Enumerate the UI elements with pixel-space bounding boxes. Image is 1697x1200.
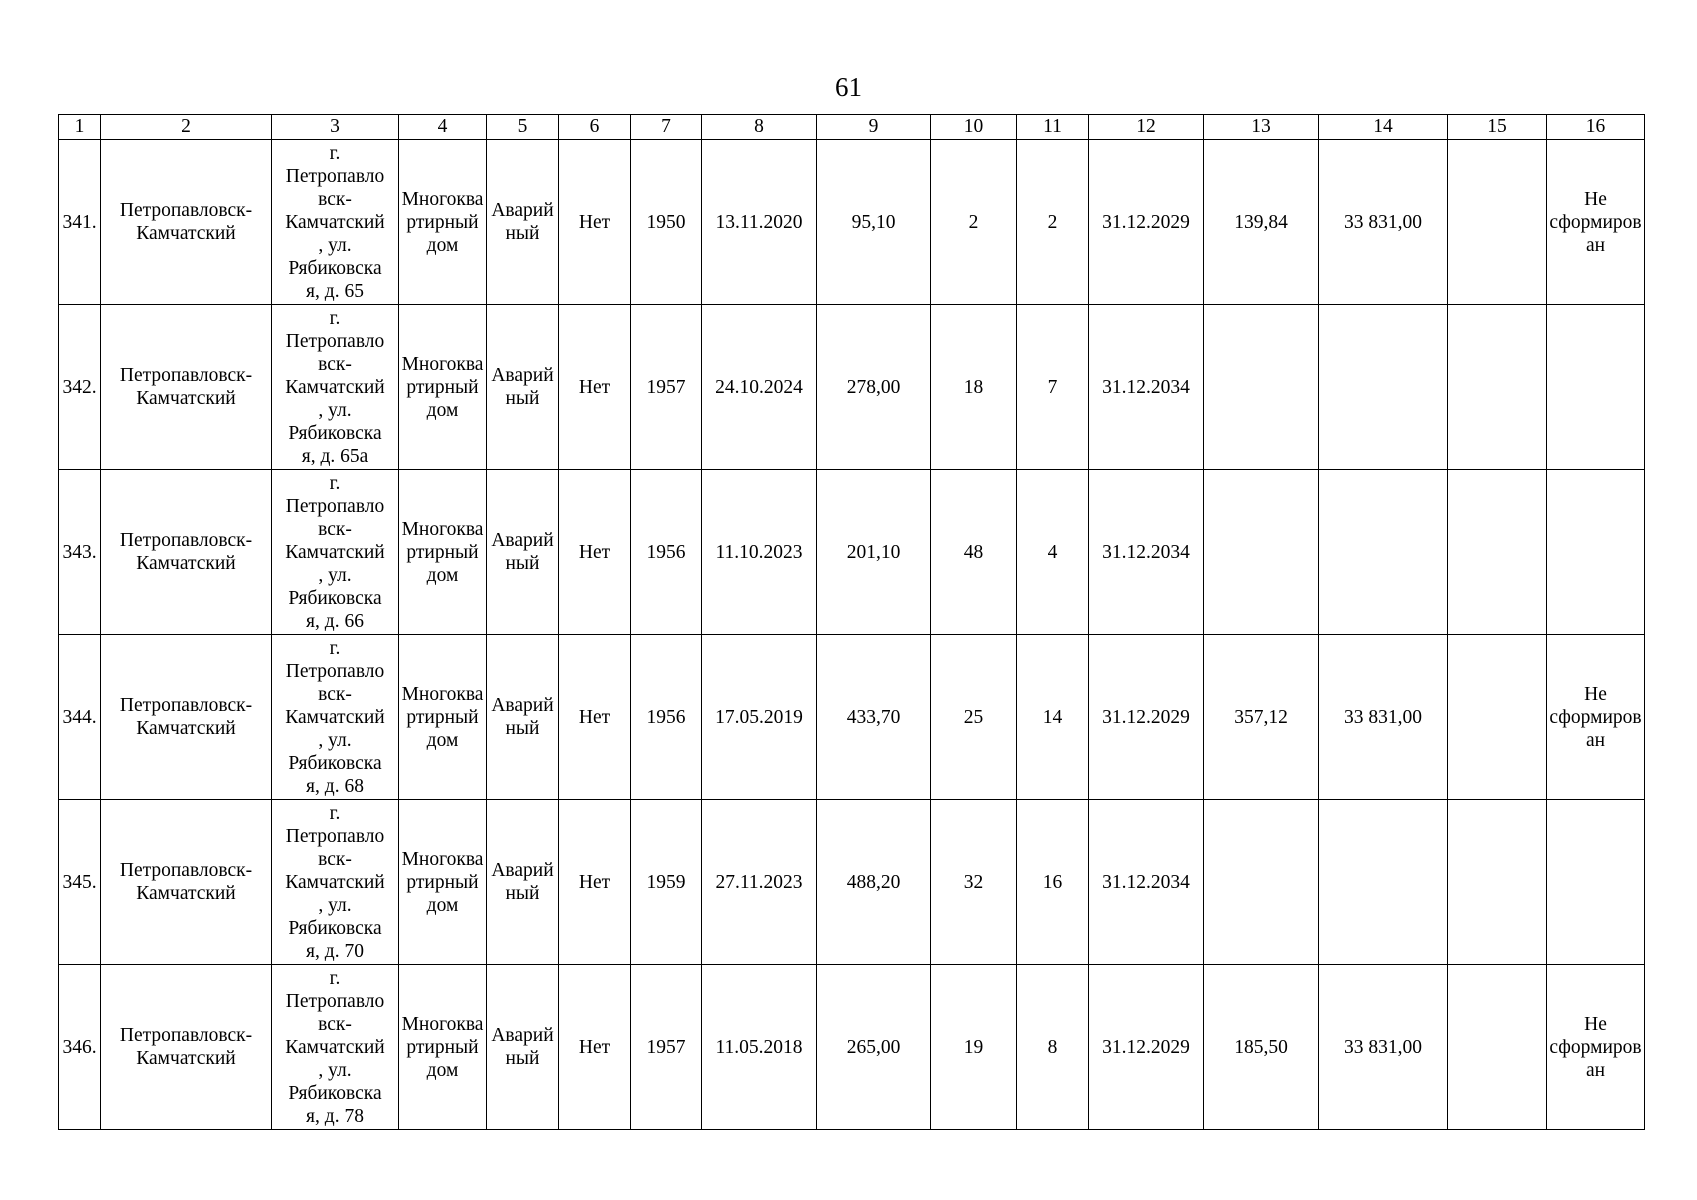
address-cell-line: Петропавло — [285, 165, 385, 187]
house-type-cell-line: ртирный — [406, 376, 479, 398]
condition-cell-line: ный — [505, 718, 540, 739]
status-cell-line: ан — [1585, 1059, 1606, 1081]
house-type-cell — [399, 965, 487, 1130]
address-cell-line: Рябиковска — [288, 257, 382, 279]
column-11-cell: 4 — [1017, 470, 1089, 635]
table-row — [59, 635, 1645, 800]
row-number-cell: 343. — [59, 470, 101, 635]
column-10-cell: 19 — [931, 965, 1017, 1130]
column-15-cell — [1448, 470, 1547, 635]
status-cell-line: сформиров — [1549, 211, 1642, 233]
address-cell-line: Петропавло — [285, 330, 385, 352]
house-type-cell-line: дом — [426, 894, 459, 916]
status-cell-line: сформиров — [1549, 1036, 1642, 1058]
build-year-cell: 1956 — [631, 470, 702, 635]
address-cell-line: Петропавло — [285, 825, 385, 847]
column-10-cell: 2 — [931, 140, 1017, 305]
address-cell-line: Рябиковска — [288, 587, 382, 609]
condition-cell-line: ный — [505, 883, 540, 904]
column-13-cell — [1204, 470, 1319, 635]
condition-cell-line: ный — [505, 388, 540, 409]
house-type-cell-line: ртирный — [406, 541, 479, 563]
address-cell-line: я, д. 78 — [306, 1105, 364, 1127]
address-cell-line: Рябиковска — [288, 752, 382, 774]
address-cell-line: г. — [329, 142, 341, 164]
municipality-cell-line: Камчатский — [136, 1048, 236, 1069]
column-6-cell: Нет — [559, 965, 631, 1130]
municipality-cell-line: Камчатский — [136, 553, 236, 574]
build-year-cell: 1957 — [631, 965, 702, 1130]
column-15-cell — [1448, 965, 1547, 1130]
address-cell-line: Камчатский — [285, 1036, 385, 1058]
status-cell — [1547, 965, 1645, 1130]
column-14-cell: 33 831,00 — [1319, 140, 1448, 305]
status-cell-line: Не — [1584, 683, 1607, 705]
address-cell-line: я, д. 68 — [306, 775, 364, 797]
municipality-cell — [101, 800, 272, 965]
resettlement-deadline-cell: 31.12.2034 — [1089, 800, 1204, 965]
municipality-cell-line: Петропавловск- — [119, 200, 253, 221]
condition-cell — [487, 470, 559, 635]
column-15-cell — [1448, 800, 1547, 965]
column-11-cell: 8 — [1017, 965, 1089, 1130]
municipality-cell-line: Петропавловск- — [119, 530, 253, 551]
address-cell-line: , ул. — [318, 729, 352, 751]
house-type-cell-line: дом — [426, 234, 459, 256]
column-14-cell — [1319, 800, 1448, 965]
column-13-cell: 185,50 — [1204, 965, 1319, 1130]
municipality-cell-line: Камчатский — [136, 883, 236, 904]
status-cell-line: Не — [1584, 188, 1607, 210]
house-type-cell — [399, 305, 487, 470]
address-cell-line: , ул. — [318, 399, 352, 421]
column-13-cell — [1204, 305, 1319, 470]
address-cell-line: Камчатский — [285, 871, 385, 893]
house-type-cell-line: ртирный — [406, 211, 479, 233]
page-number: 61 — [835, 72, 862, 102]
resettlement-deadline-cell: 31.12.2029 — [1089, 965, 1204, 1130]
row-number-cell: 346. — [59, 965, 101, 1130]
column-6-cell: Нет — [559, 800, 631, 965]
house-type-cell-line: дом — [426, 1059, 459, 1081]
column-header: 3 — [272, 115, 399, 140]
house-type-cell-line: ртирный — [406, 706, 479, 728]
build-year-cell: 1959 — [631, 800, 702, 965]
condition-cell-line: ный — [505, 1048, 540, 1069]
address-cell — [272, 470, 399, 635]
column-header: 15 — [1448, 115, 1547, 140]
condition-cell — [487, 305, 559, 470]
address-cell-line: г. — [329, 637, 341, 659]
recognition-date-cell: 13.11.2020 — [702, 140, 817, 305]
address-cell-line: Камчатский — [285, 706, 385, 728]
address-cell-line: Рябиковска — [288, 917, 382, 939]
area-cell: 201,10 — [817, 470, 931, 635]
house-type-cell-line: Многоква — [401, 683, 484, 705]
column-header: 11 — [1017, 115, 1089, 140]
area-cell: 265,00 — [817, 965, 931, 1130]
column-6-cell: Нет — [559, 470, 631, 635]
address-cell-line: я, д. 65 — [306, 280, 364, 302]
column-header: 5 — [487, 115, 559, 140]
address-cell-line: г. — [329, 307, 341, 329]
condition-cell — [487, 140, 559, 305]
house-type-cell — [399, 470, 487, 635]
area-cell: 488,20 — [817, 800, 931, 965]
address-cell-line: Петропавло — [285, 495, 385, 517]
column-13-cell — [1204, 800, 1319, 965]
condition-cell — [487, 965, 559, 1130]
condition-cell-line: Аварий — [491, 860, 554, 881]
condition-cell-line: ный — [505, 553, 540, 574]
column-14-cell: 33 831,00 — [1319, 635, 1448, 800]
status-cell-line: ан — [1585, 729, 1606, 751]
column-header: 8 — [702, 115, 817, 140]
resettlement-deadline-cell: 31.12.2029 — [1089, 635, 1204, 800]
municipality-cell-line: Камчатский — [136, 223, 236, 244]
municipality-cell-line: Петропавловск- — [119, 860, 253, 881]
house-type-cell — [399, 140, 487, 305]
row-number-cell: 344. — [59, 635, 101, 800]
condition-cell-line: Аварий — [491, 1025, 554, 1046]
address-cell-line: , ул. — [318, 234, 352, 256]
status-cell — [1547, 470, 1645, 635]
column-11-cell: 14 — [1017, 635, 1089, 800]
resettlement-deadline-cell: 31.12.2029 — [1089, 140, 1204, 305]
build-year-cell: 1957 — [631, 305, 702, 470]
condition-cell-line: Аварий — [491, 695, 554, 716]
house-type-cell-line: ртирный — [406, 871, 479, 893]
condition-cell-line: Аварий — [491, 365, 554, 386]
address-cell-line: вск- — [318, 848, 352, 870]
area-cell: 95,10 — [817, 140, 931, 305]
address-cell-line: , ул. — [318, 894, 352, 916]
condition-cell — [487, 800, 559, 965]
municipality-cell-line: Петропавловск- — [119, 695, 253, 716]
condition-cell-line: ный — [505, 223, 540, 244]
address-cell-line: , ул. — [318, 1059, 352, 1081]
municipality-cell-line: Камчатский — [136, 388, 236, 409]
column-header: 16 — [1547, 115, 1645, 140]
address-cell — [272, 965, 399, 1130]
column-header: 13 — [1204, 115, 1319, 140]
address-cell-line: вск- — [318, 353, 352, 375]
address-cell-line: г. — [329, 472, 341, 494]
address-cell-line: Петропавло — [285, 990, 385, 1012]
address-cell-line: вск- — [318, 188, 352, 210]
resettlement-deadline-cell: 31.12.2034 — [1089, 470, 1204, 635]
column-14-cell — [1319, 470, 1448, 635]
municipality-cell — [101, 635, 272, 800]
table-row — [59, 470, 1645, 635]
column-15-cell — [1448, 140, 1547, 305]
house-type-cell-line: Многоква — [401, 848, 484, 870]
address-cell-line: , ул. — [318, 564, 352, 586]
municipality-cell-line: Петропавловск- — [119, 365, 253, 386]
column-15-cell — [1448, 635, 1547, 800]
table-row — [59, 800, 1645, 965]
recognition-date-cell: 11.10.2023 — [702, 470, 817, 635]
house-type-cell-line: Многоква — [401, 1013, 484, 1035]
address-cell-line: я, д. 65а — [301, 445, 369, 467]
address-cell-line: Петропавло — [285, 660, 385, 682]
status-cell-line: сформиров — [1549, 706, 1642, 728]
column-11-cell: 16 — [1017, 800, 1089, 965]
column-header: 10 — [931, 115, 1017, 140]
address-cell-line: вск- — [318, 1013, 352, 1035]
address-cell-line: Камчатский — [285, 541, 385, 563]
condition-cell-line: Аварий — [491, 530, 554, 551]
row-number-cell: 345. — [59, 800, 101, 965]
status-cell — [1547, 140, 1645, 305]
house-type-cell-line: дом — [426, 564, 459, 586]
table-row — [59, 305, 1645, 470]
address-cell-line: я, д. 66 — [306, 610, 364, 632]
recognition-date-cell: 17.05.2019 — [702, 635, 817, 800]
recognition-date-cell: 27.11.2023 — [702, 800, 817, 965]
resettlement-deadline-cell: 31.12.2034 — [1089, 305, 1204, 470]
column-14-cell — [1319, 305, 1448, 470]
status-cell — [1547, 800, 1645, 965]
address-cell — [272, 800, 399, 965]
column-6-cell: Нет — [559, 305, 631, 470]
house-type-cell — [399, 800, 487, 965]
municipality-cell — [101, 305, 272, 470]
address-cell-line: Рябиковска — [288, 1082, 382, 1104]
house-type-cell-line: Многоква — [401, 353, 484, 375]
column-14-cell: 33 831,00 — [1319, 965, 1448, 1130]
column-header: 6 — [559, 115, 631, 140]
header-row — [59, 115, 1645, 140]
column-10-cell: 25 — [931, 635, 1017, 800]
area-cell: 433,70 — [817, 635, 931, 800]
housing-registry-table — [58, 114, 1645, 1130]
house-type-cell-line: дом — [426, 729, 459, 751]
status-cell-line: ан — [1585, 234, 1606, 256]
table-row — [59, 140, 1645, 305]
house-type-cell-line: дом — [426, 399, 459, 421]
address-cell-line: г. — [329, 967, 341, 989]
column-header: 1 — [59, 115, 101, 140]
condition-cell — [487, 635, 559, 800]
column-10-cell: 32 — [931, 800, 1017, 965]
column-6-cell: Нет — [559, 635, 631, 800]
address-cell-line: вск- — [318, 518, 352, 540]
address-cell-line: Камчатский — [285, 211, 385, 233]
address-cell-line: вск- — [318, 683, 352, 705]
recognition-date-cell: 24.10.2024 — [702, 305, 817, 470]
address-cell-line: Рябиковска — [288, 422, 382, 444]
address-cell — [272, 635, 399, 800]
table-row — [59, 965, 1645, 1130]
condition-cell-line: Аварий — [491, 200, 554, 221]
house-type-cell-line: ртирный — [406, 1036, 479, 1058]
house-type-cell-line: Многоква — [401, 518, 484, 540]
address-cell — [272, 140, 399, 305]
row-number-cell: 341. — [59, 140, 101, 305]
column-10-cell: 18 — [931, 305, 1017, 470]
column-13-cell: 357,12 — [1204, 635, 1319, 800]
area-cell: 278,00 — [817, 305, 931, 470]
table-body — [59, 140, 1645, 1130]
municipality-cell-line: Камчатский — [136, 718, 236, 739]
column-header: 9 — [817, 115, 931, 140]
address-cell-line: Камчатский — [285, 376, 385, 398]
house-type-cell — [399, 635, 487, 800]
address-cell-line: г. — [329, 802, 341, 824]
municipality-cell — [101, 470, 272, 635]
column-10-cell: 48 — [931, 470, 1017, 635]
column-header: 4 — [399, 115, 487, 140]
column-header: 12 — [1089, 115, 1204, 140]
column-header: 7 — [631, 115, 702, 140]
status-cell — [1547, 635, 1645, 800]
address-cell-line: я, д. 70 — [306, 940, 364, 962]
column-header: 14 — [1319, 115, 1448, 140]
municipality-cell-line: Петропавловск- — [119, 1025, 253, 1046]
build-year-cell: 1956 — [631, 635, 702, 800]
status-cell — [1547, 305, 1645, 470]
column-13-cell: 139,84 — [1204, 140, 1319, 305]
address-cell — [272, 305, 399, 470]
column-11-cell: 2 — [1017, 140, 1089, 305]
column-15-cell — [1448, 305, 1547, 470]
municipality-cell — [101, 965, 272, 1130]
column-header: 2 — [101, 115, 272, 140]
house-type-cell-line: Многоква — [401, 188, 484, 210]
status-cell-line: Не — [1584, 1013, 1607, 1035]
build-year-cell: 1950 — [631, 140, 702, 305]
row-number-cell: 342. — [59, 305, 101, 470]
municipality-cell — [101, 140, 272, 305]
column-6-cell: Нет — [559, 140, 631, 305]
recognition-date-cell: 11.05.2018 — [702, 965, 817, 1130]
column-11-cell: 7 — [1017, 305, 1089, 470]
